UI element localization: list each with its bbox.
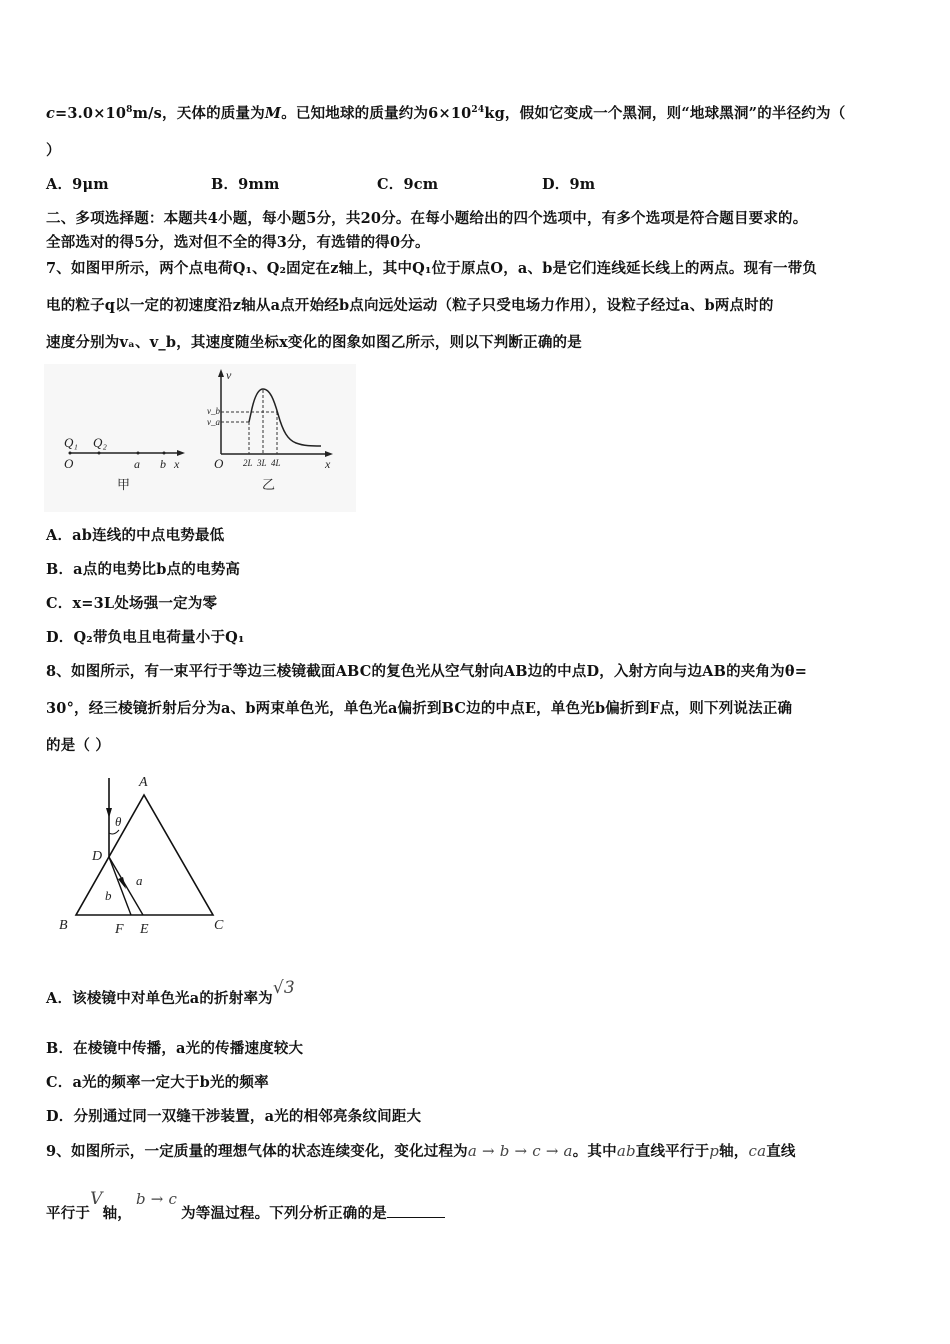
q6-stem-line1 <box>46 102 845 123</box>
q7-stem-line3: 速度分别为vₐ、v_b，其速度随坐标x变化的图象如图乙所示，则以下判断正确的是 <box>46 334 582 351</box>
label-Q1: Q₁ <box>64 435 78 450</box>
q8-stem-line2: 30°，经三棱镜折射后分为a、b两束单色光，单色光a偏折到BC边的中点E，单色光b偏折到F点，则下列说法正确 <box>46 700 793 717</box>
q6-option-d: D．9m <box>542 176 596 193</box>
section-heading-line1: 二、多项选择题：本题共4小题，每小题5分，共20分。在每小题给出的四个选项中，有多个选项是符合题目要求的。 <box>46 210 808 227</box>
point-a <box>137 452 140 455</box>
q9-stem-line2 <box>46 1189 445 1223</box>
label-O: O <box>64 456 74 471</box>
q8-option-c: C．a光的频率一定大于b光的频率 <box>46 1074 269 1091</box>
label-E: E <box>140 922 149 937</box>
math: p <box>709 1142 720 1160</box>
q8-prism-figure <box>50 770 240 940</box>
q7-option-d: D．Q₂带负电且电荷量小于Q₁ <box>46 629 245 646</box>
label-Q2: Q₂ <box>93 435 107 450</box>
q7-option-b: B．a点的电势比b点的电势高 <box>46 561 241 578</box>
section-heading-line2: 全部选对的得5分，选对但不全的得3分，有选错的得0分。 <box>46 234 430 251</box>
math: ca <box>748 1142 767 1160</box>
math-c: c <box>46 105 56 122</box>
q8-stem-line1: 8、如图所示，有一束平行于等边三棱镜截面ABC的复色光从空气射向AB边的中点D，入射方向与边AB的夹角为θ= <box>46 663 808 680</box>
math-sqrt3: √3 <box>272 978 295 998</box>
q8-stem-line3: 的是（ ） <box>46 737 111 754</box>
label-b: b <box>105 888 112 903</box>
text: 轴， <box>719 1143 749 1160</box>
label-C: C <box>214 918 224 933</box>
text: 9、如图所示，一定质量的理想气体的状态连续变化，变化过程为 <box>46 1143 468 1160</box>
label-F: F <box>115 922 124 937</box>
tick-3L: 3L <box>257 458 267 468</box>
text: m/s，天体的质量为 <box>132 105 265 122</box>
text: 直线平行于 <box>635 1143 710 1160</box>
math: ab <box>616 1142 636 1160</box>
label-A: A <box>139 775 148 790</box>
math: b → c <box>136 1190 178 1208</box>
exponent: 8 <box>126 105 133 116</box>
ray-b <box>109 857 131 915</box>
q7-figure <box>44 364 356 512</box>
text: =3.0×10 <box>55 105 127 122</box>
text: A．该棱镜中对单色光a的折射率为 <box>46 990 273 1007</box>
angle-arc <box>109 830 119 834</box>
q8-option-a <box>46 978 295 1008</box>
label-va: v_a <box>207 417 220 427</box>
label-x: x <box>174 457 180 471</box>
label-x: x <box>325 457 331 471</box>
q8-option-b: B．在棱镜中传播，a光的传播速度较大 <box>46 1040 304 1057</box>
text: 直线 <box>766 1143 796 1160</box>
point-b <box>163 452 166 455</box>
label-vb: v_b <box>207 406 220 416</box>
label-a: a <box>134 457 140 471</box>
q7-stem-line2: 电的粒子q以一定的初速度沿z轴从a点开始经b点向远处运动（粒子只受电场力作用），设粒子经过a、b两点时的 <box>46 297 774 314</box>
q7-stem-line1: 7、如图甲所示，两个点电荷Q₁、Q₂固定在z轴上，其中Q₁位于原点O，a、b是它们连线延长线上的两点。现有一带负 <box>46 260 818 277</box>
text: 为等温过程。下列分析正确的是 <box>181 1205 387 1222</box>
label-B: B <box>59 918 68 933</box>
text: kg，假如它变成一个黑洞，则“地球黑洞”的半径约为（ <box>484 105 846 122</box>
q9-stem-line1 <box>46 1140 796 1161</box>
q6-option-c: C．9cm <box>377 176 439 193</box>
q7-option-a: A．ab连线的中点电势最低 <box>46 527 225 544</box>
q6-stem-line2: ） <box>46 142 61 159</box>
answer-blank <box>387 1205 445 1218</box>
text: 。已知地球的质量约为6×10 <box>281 105 472 122</box>
label-v: v <box>226 368 232 382</box>
q7-option-c: C．x=3L处场强一定为零 <box>46 595 218 612</box>
label-D: D <box>92 849 103 864</box>
q6-option-a: A．9μm <box>46 176 109 193</box>
text: 平行于 <box>46 1205 91 1222</box>
tick-2L: 2L <box>243 458 253 468</box>
math-M: M <box>264 105 282 122</box>
q6-option-b: B．9mm <box>211 176 280 193</box>
math: V <box>90 1189 103 1209</box>
math: a → b → c → a <box>467 1142 573 1160</box>
label-O: O <box>214 456 224 471</box>
caption-jia: 甲 <box>117 477 131 492</box>
figure-background <box>44 364 356 512</box>
exponent: 24 <box>471 105 485 116</box>
arrow-icon <box>106 808 112 818</box>
text: 。其中 <box>572 1143 617 1160</box>
point-Q2 <box>98 452 101 455</box>
caption-yi: 乙 <box>262 477 276 492</box>
label-b: b <box>160 457 166 471</box>
q8-option-d: D．分别通过同一双缝干涉装置，a光的相邻亮条纹间距大 <box>46 1108 422 1125</box>
label-a: a <box>136 873 143 888</box>
tick-4L: 4L <box>271 458 281 468</box>
point-O <box>69 452 72 455</box>
text: 轴， <box>102 1205 132 1222</box>
label-theta: θ <box>115 814 122 829</box>
